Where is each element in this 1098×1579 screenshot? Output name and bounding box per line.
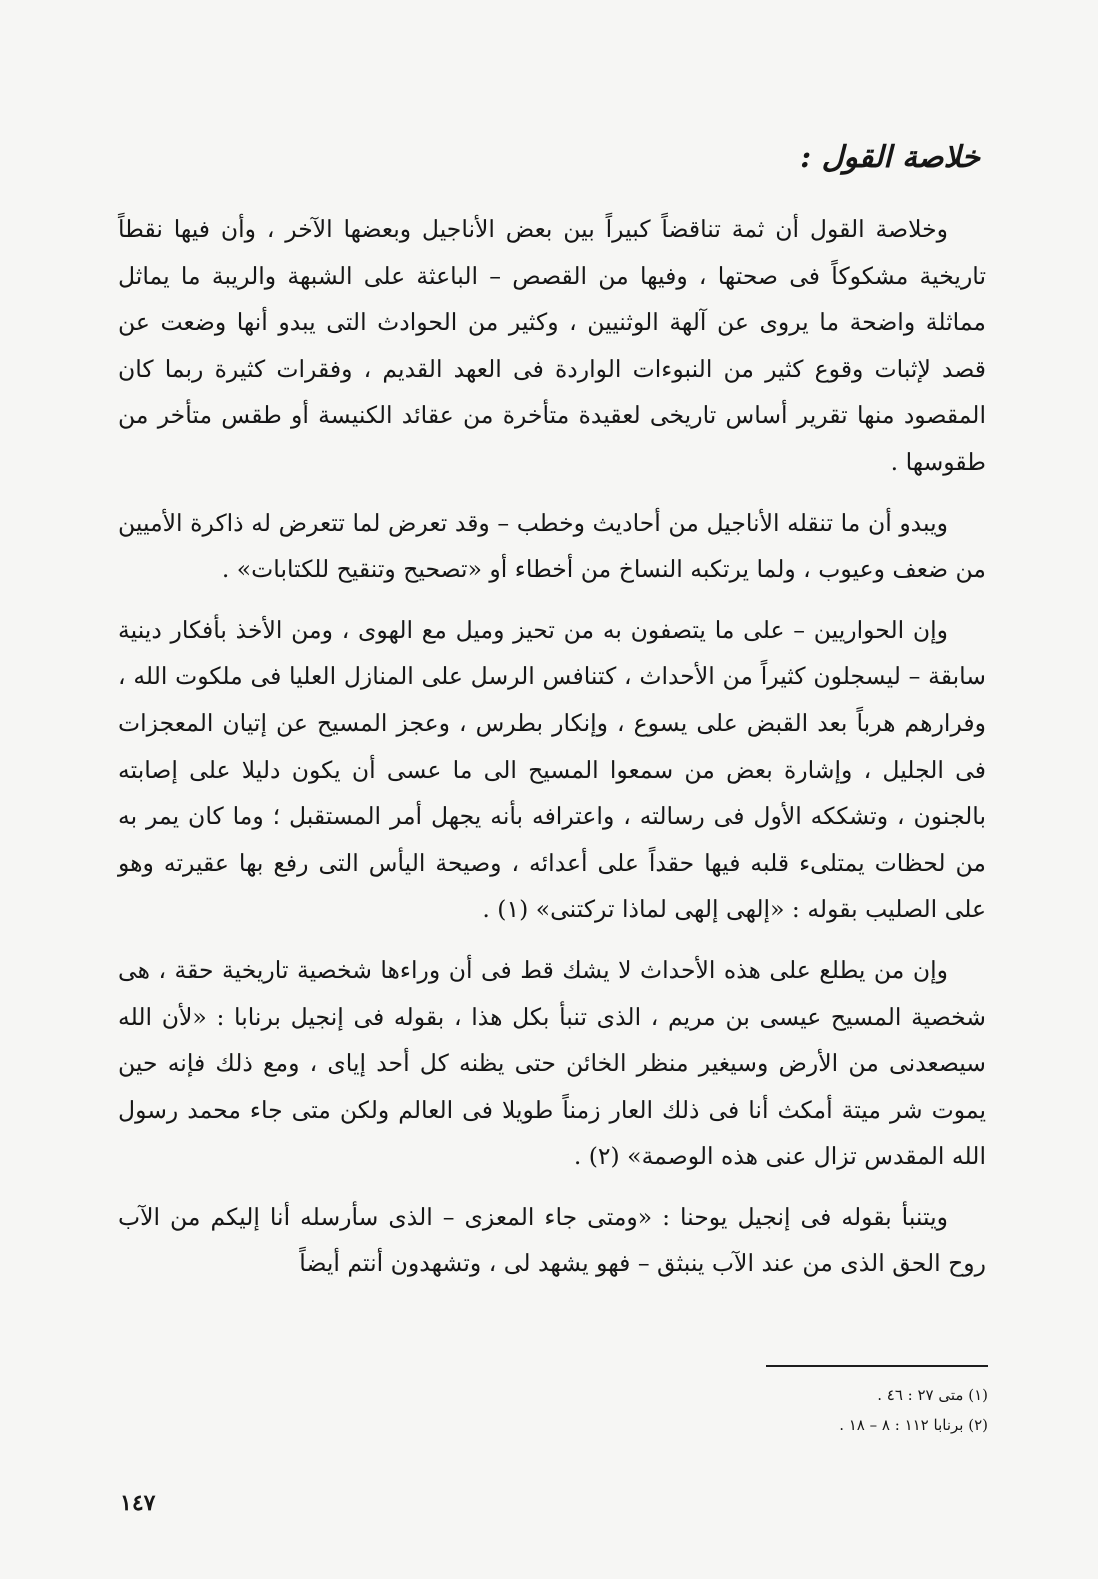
paragraph-gospel-speeches: ويبدو أن ما تنقله الأناجيل من أحاديث وخطب – وقد تعرض لما تتعرض له ذاكرة الأميين من ضعف وعيوب ، ولما يرتكبه النساخ من أخطاء أو «تصحيح وتنقيح للكتابات» . xyxy=(118,508,986,584)
footnote-1: (١) متى ٢٧ : ٤٦ . xyxy=(877,1386,988,1404)
footnote-divider xyxy=(766,1365,988,1367)
paragraph-prophecy-john: ويتنبأ بقوله فى إنجيل يوحنا : «ومتى جاء المعزى – الذى سأرسله أنا إليكم من الآب روح الحق الذى من عند الآب ينبثق – فهو يشهد لى ، وتشهدون أنتم أيضاً xyxy=(118,1202,986,1278)
page-number: ١٤٧ xyxy=(120,1490,156,1516)
body-text xyxy=(118,206,986,1287)
paragraph-summary: وخلاصة القول أن ثمة تناقضاً كبيراً بين بعض الأناجيل وبعضها الآخر ، وأن فيها نقطاً تاريخية مشكوكاً فى صحتها ، وفيها من القصص – الباعثة على الشبهة والريبة ما يماثل مماثلة واضحة ما يروى عن آلهة الوثنيين ، وكثير من الحوادث التى يبدو أنها وضعت عن قصد لإثبات وقوع كثير من النبوءات الواردة فى العهد القديم ، وفقرات كثيرة ربما كان المقصود منها تقرير أساس تاريخى لعقيدة متأخرة من عقائد الكنيسة أو طقس متأخر من طقوسها . xyxy=(118,215,986,476)
footnote-2: (٢) برنابا ١١٢ : ٨ – ١٨ . xyxy=(839,1416,988,1434)
paragraph-historical-figure: وإن من يطلع على هذه الأحداث لا يشك قط فى أن وراءها شخصية تاريخية حقة ، هى شخصية المسيح عيسى بن مريم ، الذى تنبأ بكل هذا ، بقوله فى إنجيل برنابا : «لأن الله سيصعدنى من الأرض وسيغير منظر الخائن حتى يظنه كل أحد إياى ، ومع ذلك فإنه حين يموت شر ميتة أمكث أنا فى ذلك العار زمناً طويلا فى العالم ولكن متى جاء محمد رسول الله المقدس تزال عنى هذه الوصمة» (٢) . xyxy=(118,955,986,1171)
section-heading: خلاصة القول : xyxy=(800,140,980,175)
footnotes xyxy=(560,1380,988,1440)
paragraph-disciples: وإن الحواريين – على ما يتصفون به من تحيز وميل مع الهوى ، ومن الأخذ بأفكار دينية سابقة – ليسجلون كثيراً من الأحداث ، كتنافس الرسل على المنازل العليا فى ملكوت الله ، وفرارهم هرباً بعد القبض على يسوع ، وإنكار بطرس ، وعجز المسيح عن إتيان المعجزات فى الجليل ، وإشارة بعض من سمعوا المسيح الى ما عسى أن يكون دليلا على إصابته بالجنون ، وتشككه الأول فى رسالته ، واعترافه بأنه يجهل أمر المستقبل ؛ وما كان يمر به من لحظات يمتلىء قلبه فيها حقداً على أعدائه ، وصيحة اليأس التى رفع بها عقيرته وهو على الصليب بقوله : «إلهى إلهى لماذا تركتنى» (١) . xyxy=(118,615,986,924)
